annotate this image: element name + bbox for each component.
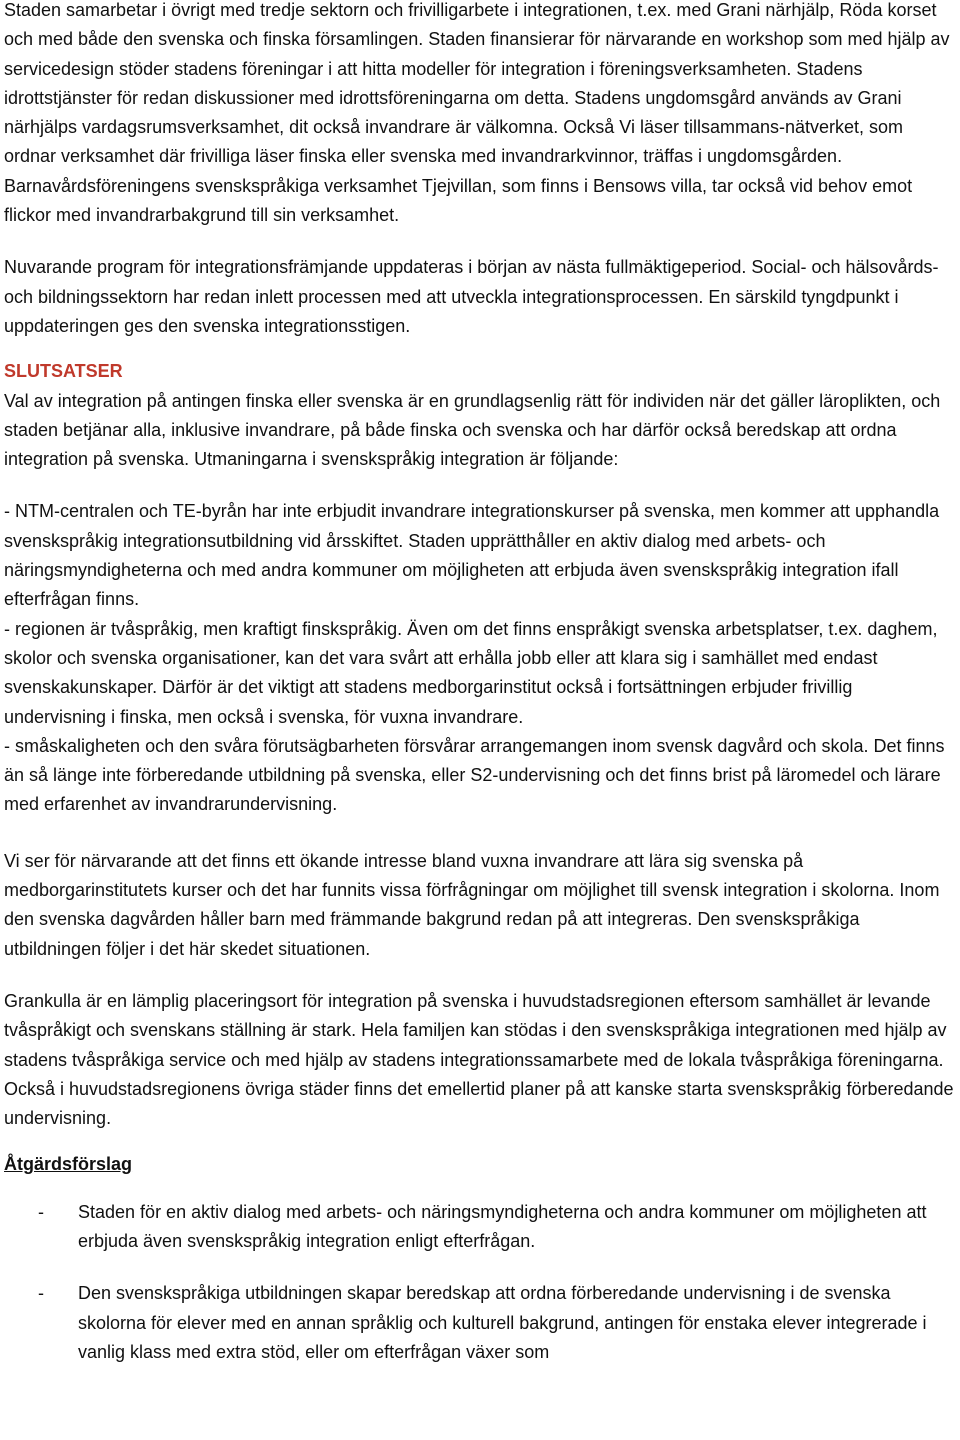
atgardsforslag-item bbox=[4, 1279, 956, 1367]
slutsatser-paragraph-grankulla: Grankulla är en lämplig placeringsort för integration på svenska i huvudstadsregionen eftersom samhället är levande tvåspråkigt och svenskans ställning är stark. Hela familjen kan stödas i den svenskspråkiga integrationen med hjälp av stadens tvåspråkiga service och med hjälp av stadens integrationssamarbete med de lokala tvåspråkiga föreningarna. Också i huvudstadsregionens övriga städer finns det emellertid planer på att kanske starta svenskspråkig förberedande undervisning. bbox=[4, 990, 954, 1129]
section-heading-slutsatser: SLUTSATSER bbox=[4, 361, 123, 382]
list-dash-marker: - bbox=[38, 1201, 44, 1222]
document-page bbox=[4, 0, 956, 1440]
slutsatser-paragraph-intro: Val av integration på antingen finska eller svenska är en grundlagsenlig rätt för individen när det gäller läroplikten, och staden betjänar alla, inklusive invandrare, på både finska och svenska och har därför också beredskap att ordna integration på svenska. Utmaningarna i svenskspråkig integration är följande: bbox=[4, 390, 941, 470]
intro-paragraph-program-update: Nuvarande program för integrationsfrämjande uppdateras i början av nästa fullmäktigeperiod. Social- och hälsovårds- och bildningssektorn har redan inlett processen med att utveckla integrationsprocessen. En särskild tyngdpunkt i uppdateringen ges den svenska integrationsstigen. bbox=[4, 257, 939, 336]
intro-paragraph-collaboration: Staden samarbetar i övrigt med tredje sektorn och frivilligarbete i integrationen, t.ex. med Grani närhjälp, Röda korset och med både den svenska och finska församlingen. Staden finansierar för närvarande en workshop som med hjälp av servicedesign stöder stadens föreningar i att hitta modeller för integration i föreningsverksamheten. Stadens idrottstjänster för redan diskussioner med idrottsföreningarna om detta. Stadens ungdomsgård används av Grani närhjälps vardagsrumsverksamhet, dit också invandrare är välkomna. Också Vi läser tillsammans-nätverket, som ordnar verksamhet där frivilliga läser finska eller svenska med invandrarkvinnor, träffas i ungdomsgården. Barnavårdsföreningens svenskspråkiga verksamhet Tjejvillan, som finns i Bensows villa, tar också vid behov emot flickor med invandrarbakgrund till sin verksamhet. bbox=[4, 0, 950, 226]
atgardsforslag-item-text: Staden för en aktiv dialog med arbets- och näringsmyndigheterna och andra kommuner om möjligheten att erbjuda även svenskspråkig integration enligt efterfrågan. bbox=[78, 1201, 927, 1251]
slutsatser-paragraph-interest: Vi ser för närvarande att det finns ett ökande intresse bland vuxna invandrare att lära sig svenska på medborgarinstitutets kurser och det har funnits vissa förfrågningar om möjlighet till svensk integration i skolorna. Inom den svenska dagvården håller barn med främmande bakgrund redan på att integreras. Den svenskspråkiga utbildningen följer i det här skedet situationen. bbox=[4, 850, 940, 959]
challenge-item-region: - regionen är tvåspråkig, men kraftigt finskspråkig. Även om det finns enspråkigt svenska arbetsplatser, t.ex. daghem, skolor och svenska organisationer, kan det vara svårt att erhålla jobb eller att klara sig i samhället med endast svenskakunskaper. Därför är det viktigt att stadens medborgarinstitut också i fortsättningen erbjuder frivillig undervisning i finska, men också i svenska, för vuxna invandrare. bbox=[4, 618, 938, 727]
challenge-item-smallscale: - småskaligheten och den svåra förutsägbarheten försvårar arrangemangen inom svensk dagvård och skola. Det finns än så länge inte förberedande utbildning på svenska, eller S2-undervisning och det finns brist på läromedel och lärare med erfarenhet av invandrarundervisning. bbox=[4, 735, 945, 815]
challenge-item-ntm: - NTM-centralen och TE-byrån har inte erbjudit invandrare integrationskurser på svenska, men kommer att upphandla svenskspråkig integrationsutbildning vid årsskiftet. Staden upprätthåller en aktiv dialog med arbets- och näringsmyndigheterna och med andra kommuner om möjligheten att erbjuda även svenskspråkig integration ifall efterfrågan finns. bbox=[4, 501, 940, 610]
section-heading-atgardsforslag: Åtgärdsförslag bbox=[4, 1154, 133, 1175]
atgardsforslag-item-text: Den svenskspråkiga utbildningen skapar beredskap att ordna förberedande undervisning i de svenska skolorna för elever med en annan språklig och kulturell bakgrund, antingen för enstaka elever integrerade i vanlig klass med extra stöd, eller om efterfrågan växer som bbox=[78, 1283, 927, 1362]
list-dash-marker: - bbox=[38, 1283, 44, 1304]
atgardsforslag-item bbox=[4, 1198, 956, 1257]
challenges-list bbox=[4, 497, 956, 819]
atgardsforslag-list bbox=[4, 1198, 956, 1367]
